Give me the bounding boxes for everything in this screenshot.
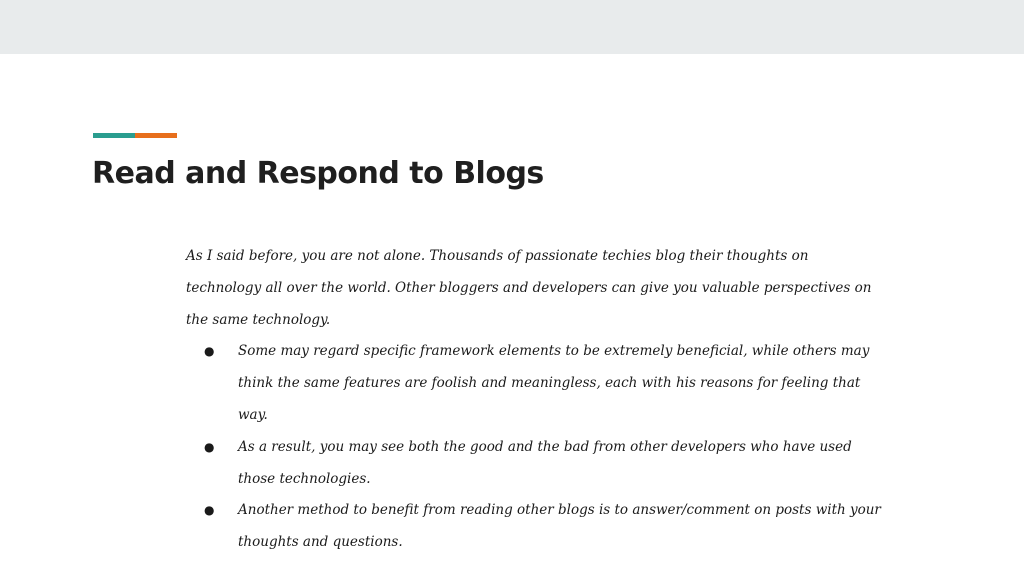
title-accent-orange [135, 133, 177, 138]
slide-body [186, 241, 886, 559]
list-item [186, 495, 886, 559]
bullet-text: Another method to benefit from reading other blogs is to answer/comment on posts with your thoughts and questions. [238, 502, 881, 551]
title-accent-teal [93, 133, 135, 138]
bullet-list [186, 336, 886, 559]
header-band [0, 0, 1024, 54]
bullet-text: As a result, you may see both the good and the bad from other developers who have used those technologies. [238, 438, 852, 487]
list-item [186, 336, 886, 431]
intro-paragraph: As I said before, you are not alone. Thousands of passionate techies blog their thoughts on technology all over the world. Other bloggers and developers can give you valuable perspectives on the same technology. [186, 248, 872, 328]
bullet-icon: ● [204, 503, 215, 518]
list-item [186, 432, 886, 496]
bullet-icon: ● [204, 439, 215, 454]
bullet-text: Some may regard specific framework elements to be extremely beneficial, while others may think the same features are foolish and meaningless, each with his reasons for feeling that way. [238, 343, 870, 423]
bullet-icon: ● [204, 344, 215, 359]
slide-title: Read and Respond to Blogs [92, 156, 544, 191]
